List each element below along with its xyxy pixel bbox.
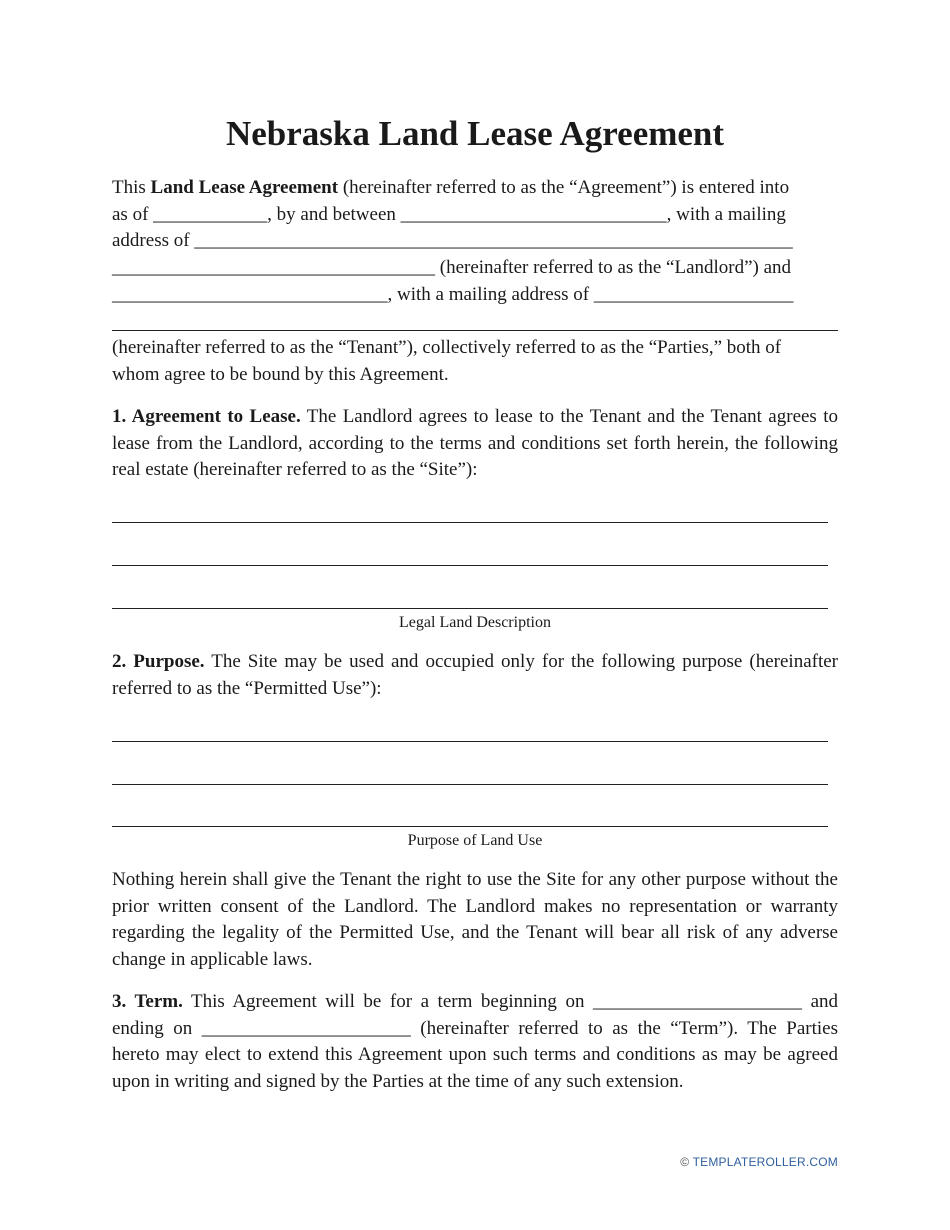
templateroller-link[interactable]: TEMPLATEROLLER.COM xyxy=(692,1155,838,1169)
land-description-line-3 xyxy=(112,608,828,609)
purpose-line-1 xyxy=(112,741,828,742)
document-title: Nebraska Land Lease Agreement xyxy=(225,114,725,153)
intro-line-2: as of ____________, by and between ____________________________, with a mailing xyxy=(112,203,786,225)
agreement-name: Land Lease Agreement xyxy=(150,177,339,198)
section-3-heading: 3. Term. xyxy=(112,991,183,1012)
permitted-use-disclaimer: Nothing herein shall give the Tenant the right to use the Site for any other purpose without the prior written consent of the Landlord. The Landlord makes no representation or warranty regarding the legality of the Permitted Use, and the Tenant will bear all risk of any adverse change in applicable laws. xyxy=(112,869,838,971)
section-1-heading: 1. Agreement to Lease. xyxy=(112,406,301,427)
legal-land-description-caption: Legal Land Description xyxy=(399,614,551,631)
section-2-heading: 2. Purpose. xyxy=(112,651,205,672)
land-description-line-2 xyxy=(112,565,828,566)
intro-line-8: whom agree to be bound by this Agreement. xyxy=(112,363,449,385)
intro-line-7: (hereinafter referred to as the “Tenant”), collectively referred to as the “Parties,” both of xyxy=(112,337,782,358)
intro-line-5: _____________________________, with a mailing address of _____________________ xyxy=(112,283,794,305)
intro-paragraph xyxy=(112,175,838,309)
section-3-paragraph: 3. Term. This Agreement will be for a term beginning on ______________________ and ending on ______________________ (hereinafter referred to as the “Term”). The Parties hereto may elect to extend this Agreement upon such terms and conditions as may be agreed upon in writing and signed by the Parties at the time of any such extension. xyxy=(112,991,839,1093)
copyright-symbol: © xyxy=(680,1155,690,1169)
intro-paragraph-end xyxy=(112,335,838,388)
purpose-line-2 xyxy=(112,784,828,785)
purpose-of-land-use-caption: Purpose of Land Use xyxy=(407,832,543,849)
tenant-address-blank-line xyxy=(112,330,838,331)
land-description-line-1 xyxy=(112,522,828,523)
intro-line-4: __________________________________ (hereinafter referred to as the “Landlord”) and xyxy=(112,257,792,279)
purpose-line-3 xyxy=(112,826,828,827)
footer-credit[interactable] xyxy=(680,1155,838,1169)
section-2-paragraph: 2. Purpose. The Site may be used and occupied only for the following purpose (hereinafter referred to as the “Permitted Use”): xyxy=(112,651,839,699)
intro-line-1: This Land Lease Agreement (hereinafter referred to as the “Agreement”) is entered into xyxy=(112,177,790,198)
intro-line-3: address of _______________________________________________________________ xyxy=(112,230,793,252)
section-1-paragraph: 1. Agreement to Lease. The Landlord agrees to lease to the Tenant and the Tenant agrees to lease from the Landlord, according to the terms and conditions set forth herein, the following real estate (hereinafter referred to as the “Site”): xyxy=(112,406,838,481)
